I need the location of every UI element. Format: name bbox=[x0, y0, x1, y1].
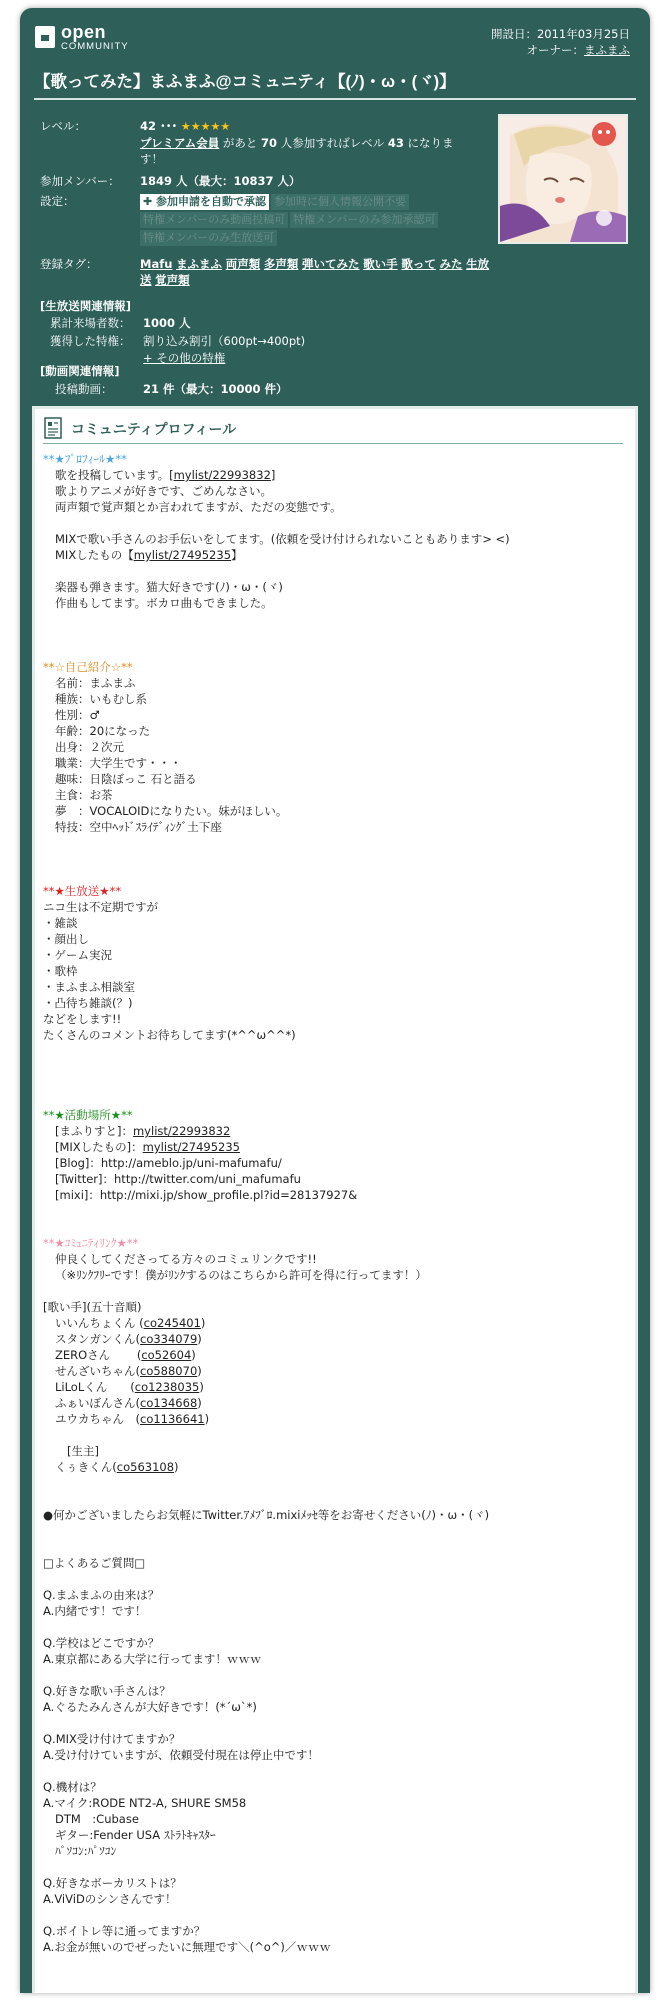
profile-line: Q.学校はどこですか？ bbox=[43, 1636, 160, 1650]
profile-line: （※ﾘﾝｸﾌﾘｰです！僕がﾘﾝｸするのはこちらから許可を得に行ってます！） bbox=[55, 1268, 427, 1282]
profile-line: 仲良くしてくださってる方々のコミュリンクです!! bbox=[55, 1252, 317, 1266]
profile-line bbox=[43, 1283, 628, 1299]
profile-line: 楽器も弾きます。猫大好きです(ﾉ)・ω・(ヾ) bbox=[55, 580, 283, 594]
profile-line bbox=[43, 1491, 628, 1507]
profile-line: [Blog]：http://ameblo.jp/uni-mafumafu/ bbox=[55, 1156, 282, 1170]
tag-link[interactable]: Mafu bbox=[140, 257, 173, 271]
profile-line: 夢 ：VOCALOIDになりたい。妹がほしい。 bbox=[55, 804, 288, 818]
profile-line bbox=[43, 611, 628, 627]
profile-line bbox=[43, 1219, 628, 1235]
profile-line: 職業：大学生です・・・ bbox=[55, 756, 182, 770]
owner-label: オーナー： bbox=[526, 43, 584, 57]
level-label: レベル： bbox=[40, 119, 86, 133]
level-remaining: 70 bbox=[261, 136, 278, 150]
setting-badge: 特権メンバーのみ参加承認可 bbox=[290, 212, 438, 228]
community-title: 【歌ってみた】まふまふ@コミュニティ【(ﾉ)・ω・(ヾ)】 bbox=[34, 68, 636, 100]
setting-badge: ✚ 参加申請を自動で承認 bbox=[140, 194, 269, 210]
level-text-4: す！ bbox=[140, 152, 163, 166]
level-text-2: 人参加すればレベル bbox=[280, 136, 385, 150]
profile-line bbox=[43, 867, 628, 883]
profile-line bbox=[43, 1427, 628, 1443]
community-header-panel bbox=[20, 8, 650, 1993]
profile-line: 出身：２次元 bbox=[55, 740, 124, 754]
profile-line bbox=[43, 1523, 628, 1539]
profile-line bbox=[43, 1075, 628, 1091]
profile-line: 年齢：20になった bbox=[55, 724, 151, 738]
profile-line bbox=[43, 1539, 628, 1555]
profile-line: Q.好きな歌い手さんは？ bbox=[43, 1684, 171, 1698]
level-stars-icon: ★★★★★ bbox=[180, 120, 231, 133]
tag-link[interactable]: 生放送 bbox=[140, 257, 490, 287]
profile-line: ・まふまふ相談室 bbox=[43, 980, 135, 994]
level-next: 43 bbox=[387, 136, 404, 150]
profile-link[interactable]: co588070 bbox=[140, 1364, 198, 1378]
profile-link[interactable]: mylist/22993832 bbox=[173, 468, 271, 482]
profile-line: [MIXしたもの]：mylist/27495235 bbox=[55, 1140, 240, 1154]
profile-line: 性別：♂ bbox=[55, 708, 100, 722]
settings-label: 設定： bbox=[40, 194, 75, 208]
profile-line bbox=[43, 835, 628, 851]
tag-link[interactable]: 覚声類 bbox=[155, 273, 190, 287]
settings-list bbox=[140, 193, 490, 247]
profile-line: □よくあるご質問□ bbox=[43, 1556, 146, 1570]
profile-line: A.受け付けていますが、依頼受付現在は停止中です！ bbox=[43, 1748, 319, 1762]
profile-line bbox=[43, 1571, 628, 1587]
profile-line bbox=[43, 643, 628, 659]
profile-document-icon bbox=[43, 417, 65, 439]
profile-link[interactable]: mylist/27495235 bbox=[133, 548, 232, 562]
profile-header bbox=[43, 413, 623, 444]
level-text-1: があと bbox=[222, 136, 258, 150]
profile-line: 主食：お茶 bbox=[55, 788, 113, 802]
tag-link[interactable]: 多声類 bbox=[263, 257, 299, 271]
tags-label: 登録タグ： bbox=[40, 257, 98, 271]
profile-line bbox=[43, 1715, 628, 1731]
profile-link[interactable]: co563108 bbox=[116, 1460, 175, 1474]
community-avatar[interactable] bbox=[498, 114, 628, 244]
profile-link[interactable]: co1238035 bbox=[134, 1380, 200, 1394]
posts-label: 投稿動画： bbox=[55, 382, 113, 396]
tag-link[interactable]: 両声類 bbox=[225, 257, 261, 271]
profile-link[interactable]: mylist/22993832 bbox=[132, 1124, 231, 1138]
profile-line bbox=[43, 1091, 628, 1107]
profile-line bbox=[43, 1059, 628, 1075]
profile-section-heading: **★ｺﾐｭﾆﾃｨﾘﾝｸ★** bbox=[43, 1236, 139, 1250]
logo-mark-icon bbox=[35, 26, 55, 48]
profile-line: くぅきくん(co563108) bbox=[55, 1460, 179, 1474]
profile-line bbox=[43, 1619, 628, 1635]
profile-section-heading: **★生放送★** bbox=[43, 884, 122, 898]
profile-section-heading: **★ﾌﾟﾛﾌｨｰﾙ★** bbox=[43, 452, 127, 466]
visitors-label: 累計来場者数： bbox=[50, 316, 131, 330]
profile-line: DTM :Cubase bbox=[55, 1812, 139, 1826]
level-row bbox=[40, 118, 490, 170]
members-value: 1849 人（最大：10837 人） bbox=[140, 174, 301, 188]
profile-link[interactable]: co334079 bbox=[140, 1332, 198, 1346]
profile-body bbox=[43, 451, 628, 1955]
profile-line: [生主] bbox=[67, 1444, 99, 1458]
profile-section-heading: **★活動場所★** bbox=[43, 1108, 133, 1122]
profile-line: A.お金が無いのでぜったいに無理です＼(^o^)／ｗｗｗ bbox=[43, 1940, 331, 1954]
profile-line: などをします!! bbox=[43, 1012, 122, 1026]
live-section-title: [生放送関連情報] bbox=[40, 299, 132, 313]
profile-line bbox=[43, 563, 628, 579]
profile-line: Q.MIX受け付けてますか？ bbox=[43, 1732, 181, 1746]
profile-heading: コミュニティプロフィール bbox=[71, 422, 237, 438]
tags-row bbox=[40, 256, 490, 290]
profile-line bbox=[43, 1043, 628, 1059]
profile-line: 歌を投稿しています。[mylist/22993832] bbox=[55, 468, 276, 482]
profile-line: ニコ生は不定期ですが bbox=[43, 900, 158, 914]
top-bar bbox=[20, 8, 650, 64]
profile-link[interactable]: mylist/27495235 bbox=[142, 1140, 240, 1154]
profile-line bbox=[43, 515, 628, 531]
profile-link[interactable]: co134668 bbox=[140, 1396, 198, 1410]
setting-badge: 参加時に個人情報公開不要 bbox=[271, 194, 409, 210]
tag-link[interactable]: みた bbox=[439, 257, 463, 271]
profile-line: 種族：いもむし系 bbox=[55, 692, 147, 706]
profile-line: MIXしたもの【mylist/27495235】 bbox=[55, 548, 243, 562]
community-meta bbox=[491, 26, 630, 58]
profile-link[interactable]: co245401 bbox=[143, 1316, 201, 1330]
profile-line: A.内緒です！です！ bbox=[43, 1604, 147, 1618]
logo-text-bottom: COMMUNITY bbox=[61, 41, 129, 52]
tag-link[interactable]: 弾いてみた bbox=[302, 257, 360, 271]
members-label: 参加メンバー： bbox=[40, 174, 120, 188]
setting-badge: 特権メンバーのみ生放送可 bbox=[140, 230, 277, 246]
profile-line: [Twitter]：http://twitter.com/uni_mafumafu bbox=[55, 1172, 301, 1186]
members-row bbox=[40, 173, 490, 191]
profile-line: ユウカちゃん (co1136641) bbox=[55, 1412, 210, 1426]
owner-link[interactable]: まふまふ bbox=[584, 43, 630, 57]
tag-link[interactable]: 歌って bbox=[401, 257, 436, 271]
logo-text-top: open bbox=[61, 22, 106, 42]
profile-line: A.マイク:RODE NT2-A, SHURE SM58 bbox=[43, 1796, 247, 1810]
profile-section-heading: **☆自己紹介☆** bbox=[43, 660, 133, 674]
owner-line bbox=[491, 42, 630, 58]
profile-line: ﾊﾟｿｺﾝ:ﾊﾟｿｺﾝ bbox=[55, 1844, 117, 1858]
avatar-illustration-icon bbox=[500, 116, 626, 242]
perks-more-link[interactable]: + その他の特権 bbox=[143, 351, 226, 365]
profile-line bbox=[43, 1203, 628, 1219]
perks-value: 割り込み割引（600pt→400pt) bbox=[143, 334, 306, 348]
tags-list bbox=[140, 256, 490, 288]
premium-member-link[interactable]: プレミアム会員 bbox=[140, 136, 220, 150]
profile-line: 特技：空中ﾍｯﾄﾞｽﾗｲﾃﾞｨﾝｸﾞ土下座 bbox=[55, 820, 222, 834]
profile-line: MIXで歌い手さんのお手伝いをしてます。(依頼を受け付けられないこともあります> <) bbox=[55, 532, 510, 546]
level-value-block bbox=[140, 118, 490, 167]
profile-line: スタンガンくん(co334079) bbox=[55, 1332, 202, 1346]
profile-link[interactable]: co1136641 bbox=[140, 1412, 205, 1426]
video-section-title: [動画関連情報] bbox=[40, 364, 120, 378]
profile-line: いいんちょくん (co245401) bbox=[55, 1316, 206, 1330]
perks-label: 獲得した特権： bbox=[50, 334, 131, 348]
profile-line: たくさんのコメントお待ちしてます(*^^ω^^*) bbox=[43, 1028, 296, 1042]
tag-link[interactable]: 歌い手 bbox=[363, 257, 398, 271]
profile-line: 趣味：日陰ぼっこ 石と語る bbox=[55, 772, 197, 786]
profile-line: LiLoLくん (co1238035) bbox=[55, 1380, 204, 1394]
profile-line: ・ゲーム実況 bbox=[43, 948, 112, 962]
profile-line bbox=[43, 1907, 628, 1923]
profile-line bbox=[43, 627, 628, 643]
profile-line: ・歌枠 bbox=[43, 964, 78, 978]
profile-line: Q.機材は？ bbox=[43, 1780, 102, 1794]
profile-line: ・雑談 bbox=[43, 916, 78, 930]
profile-line: ギター:Fender USA ｽﾄﾗﾄｷｬｽﾀｰ bbox=[55, 1828, 216, 1842]
settings-row bbox=[40, 193, 490, 253]
profile-line: ●何かございましたらお気軽にTwitter.ｱﾒﾌﾞﾛ.mixiﾒｯｾ等をお寄せください(ﾉ)・ω・(ヾ) bbox=[43, 1508, 490, 1522]
profile-line bbox=[43, 1475, 628, 1491]
profile-line: A.東京都にある大学に行ってます！ｗｗｗ bbox=[43, 1652, 262, 1666]
profile-line: 両声類で覚声類とか言われてますが、ただの変態です。 bbox=[55, 500, 342, 514]
profile-line: せんざいちゃん(co588070) bbox=[55, 1364, 202, 1378]
profile-line: ・凸待ち雑談(？) bbox=[43, 996, 133, 1010]
community-profile-panel bbox=[32, 406, 638, 1993]
level-text-3: になりま bbox=[407, 136, 454, 150]
profile-line bbox=[43, 1667, 628, 1683]
opened-date: 開設日：2011年03月25日 bbox=[490, 27, 630, 41]
profile-line bbox=[43, 1859, 628, 1875]
profile-line: 名前：まふまふ bbox=[55, 676, 136, 690]
profile-line: [まふりすと]：mylist/22993832 bbox=[55, 1124, 231, 1138]
profile-line: ・顔出し bbox=[43, 932, 89, 946]
profile-line bbox=[43, 851, 628, 867]
profile-line bbox=[43, 1763, 628, 1779]
posts-value: 21 件（最大：10000 件） bbox=[143, 382, 288, 396]
profile-line: 歌よりアニメが好きです、ごめんなさい。 bbox=[55, 484, 273, 498]
profile-line: A.ぐるたみんさんが大好きです！(*´ω`*) bbox=[43, 1700, 257, 1714]
profile-line: 作曲もしてます。ボカロ曲もできました。 bbox=[55, 596, 273, 610]
level-value: 42 ･･･ bbox=[140, 119, 178, 133]
setting-badge: 特権メンバーのみ動画投稿可 bbox=[140, 212, 288, 228]
tag-link[interactable]: まふまふ bbox=[176, 257, 223, 271]
profile-line: Q.好きなボーカリストは？ bbox=[43, 1876, 182, 1890]
profile-line: Q.まふまふの由来は？ bbox=[43, 1588, 160, 1602]
profile-line: A.ViViDのシンさんです！ bbox=[43, 1892, 177, 1906]
visitors-value: 1000 人 bbox=[143, 316, 191, 330]
profile-line: ZEROさん (co52604) bbox=[55, 1348, 196, 1362]
profile-line: [歌い手](五十音順) bbox=[43, 1300, 142, 1314]
profile-line: ふぁいぼんさん(co134668) bbox=[55, 1396, 202, 1410]
profile-line: Q.ボイトレ等に通ってますか？ bbox=[43, 1924, 206, 1938]
profile-line: [mixi]：http://mixi.jp/show_profile.pl?id=28137927& bbox=[55, 1188, 358, 1202]
profile-link[interactable]: co52604 bbox=[141, 1348, 192, 1362]
